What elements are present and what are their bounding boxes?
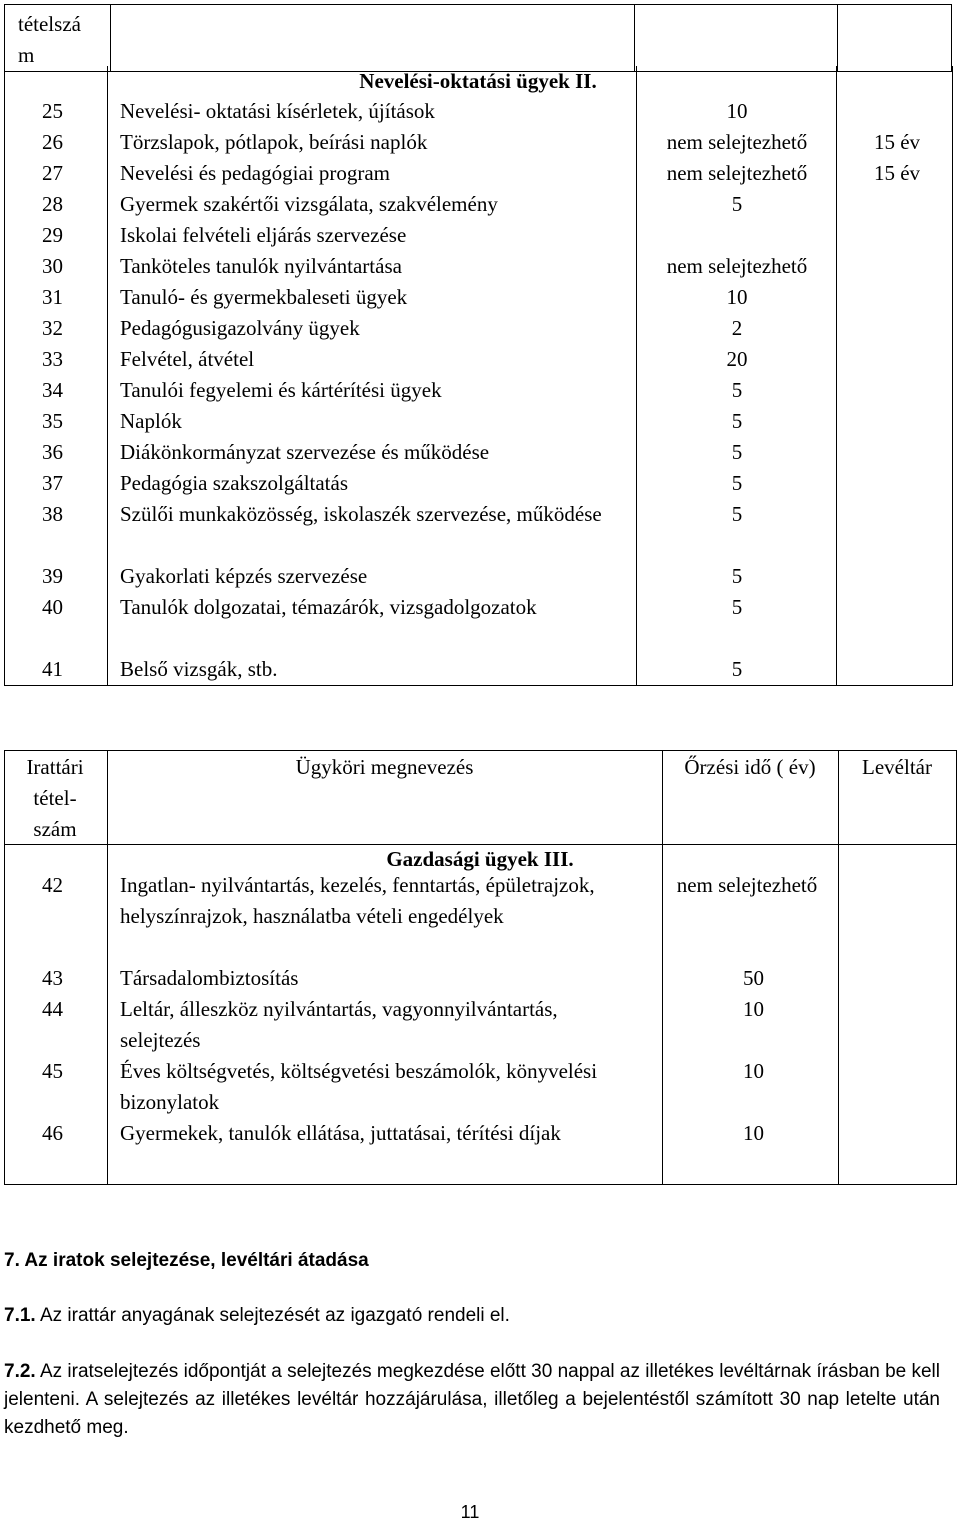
table-row: [4, 220, 952, 251]
table-row: [4, 406, 952, 437]
table-row: [4, 158, 952, 189]
item-name-cell: Ingatlan- nyilvántartás, kezelés, fenntartás, épületrajzok, helyszínrajzok, használatba vételi engedélyek: [120, 873, 595, 928]
item-name-cell: Iskolai felvételi eljárás szervezése: [120, 223, 407, 247]
section-title: Gazdasági ügyek III.: [386, 847, 574, 871]
header-cell-archive: [838, 5, 952, 72]
table-row: [4, 96, 952, 127]
item-name-cell: Gyakorlati képzés szervezése: [120, 564, 368, 588]
header-name: Ügyköri megnevezés: [295, 755, 474, 779]
header-cell-item-number: tételszá m: [5, 5, 111, 72]
item-number-cell: 41: [42, 657, 63, 681]
paragraph-number: 7.2.: [4, 1361, 36, 1382]
paragraph-7-2: [4, 1358, 940, 1442]
paragraph-text: Az irattár anyagának selejtezését az igazgató rendeli el.: [39, 1305, 510, 1326]
table-row: [4, 251, 952, 282]
table-row: [4, 313, 952, 344]
table-row: [4, 127, 952, 158]
item-name-cell: Pedagógusigazolvány ügyek: [120, 316, 360, 340]
table-row: [4, 1118, 956, 1180]
table-row: [4, 468, 952, 499]
retention-cell: 10: [743, 1121, 764, 1145]
retention-cell: 20: [726, 347, 748, 371]
archive-cell: 15 év: [873, 130, 921, 154]
table-row: [4, 375, 952, 406]
header-cell-name: [111, 5, 634, 72]
table-grid-line: [4, 685, 953, 686]
table-row: [4, 499, 952, 561]
retention-cell: 5: [731, 502, 743, 526]
paragraph-text: Az iratselejtezés időpontját a selejtezés megkezdése előtt 30 nappal az illetékes levéltárnak írásban be kell jelenteni. A selejtezés az illetékes levéltár hozzájárulása, illetőleg a bejelentéstől számított 30 nap letelte után kezdhető meg.: [4, 1361, 940, 1438]
paragraph-7-1: [4, 1305, 944, 1327]
retention-cell: nem selejtezhető: [666, 130, 808, 154]
item-number-cell: 28: [42, 192, 63, 216]
item-number-cell: 42: [42, 873, 63, 897]
page-number: 11: [460, 1502, 480, 1522]
header-item-number: Irattári tétel-szám: [26, 755, 84, 841]
table-grid-line: [952, 66, 953, 685]
item-number-cell: 43: [42, 966, 63, 990]
item-name-cell: Gyermekek, tanulók ellátása, juttatásai, térítési díjak: [120, 1121, 561, 1145]
table1-body: [4, 66, 952, 685]
item-number-cell: 38: [42, 502, 63, 526]
item-name-cell: Gyermek szakértői vizsgálata, szakvélemény: [120, 192, 498, 216]
item-name-cell: Tanulói fegyelemi és kártérítési ügyek: [120, 378, 442, 402]
item-number-cell: 32: [42, 316, 63, 340]
retention-cell: 10: [726, 99, 748, 123]
item-number-cell: 30: [42, 254, 63, 278]
item-name-cell: Belső vizsgák, stb.: [120, 657, 278, 681]
item-name-cell: Leltár, álleszköz nyilvántartás, vagyonnyilvántartás, selejtezés: [120, 997, 558, 1052]
item-number-cell: 34: [42, 378, 63, 402]
table-grid-line: [956, 750, 957, 1184]
retention-table-financial: [4, 750, 956, 1184]
item-number-cell: 40: [42, 595, 63, 619]
item-name-cell: Tanköteles tanulók nyilvántartása: [120, 254, 402, 278]
table-row: [4, 963, 956, 994]
section-title: Nevelési-oktatási ügyek II.: [359, 69, 597, 93]
item-number-cell: 39: [42, 564, 63, 588]
item-name-cell: Naplók: [120, 409, 182, 433]
retention-cell: 5: [731, 564, 743, 588]
retention-cell: 5: [731, 440, 743, 464]
item-number-cell: 44: [42, 997, 63, 1021]
retention-cell: 5: [731, 409, 743, 433]
retention-cell: 5: [731, 657, 743, 681]
header-cell-keep: [634, 5, 837, 72]
retention-cell: nem selejtezhető: [676, 873, 818, 897]
item-number-cell: 25: [42, 99, 63, 123]
item-name-cell: Diákönkormányzat szervezése és működése: [120, 440, 490, 464]
item-number-cell: 26: [42, 130, 63, 154]
item-name-cell: Tanuló- és gyermekbaleseti ügyek: [120, 285, 408, 309]
item-name-cell: Éves költségvetés, költségvetési beszámolók, könyvelési bizonylatok: [120, 1059, 598, 1114]
retention-table-educational: [4, 4, 952, 72]
archive-cell: 15 év: [873, 161, 921, 185]
table-row: [4, 437, 952, 468]
retention-cell: 5: [731, 595, 743, 619]
item-number-cell: 36: [42, 440, 63, 464]
retention-cell: 5: [731, 192, 743, 216]
table-grid-line: [4, 1184, 957, 1185]
table-row: [4, 870, 956, 963]
item-name-cell: Felvétel, átvétel: [120, 347, 255, 371]
item-number-cell: 31: [42, 285, 63, 309]
header-archive: Levéltár: [862, 755, 932, 779]
table-row: [4, 561, 952, 592]
item-name-cell: Szülői munkaközösség, iskolaszék szervezése, működése: [120, 502, 602, 526]
item-number-cell: 27: [42, 161, 63, 185]
item-name-cell: Tanulók dolgozatai, témazárók, vizsgadolgozatok: [120, 595, 537, 619]
table-row: [4, 994, 956, 1056]
item-name-cell: Pedagógia szakszolgáltatás: [120, 471, 349, 495]
retention-cell: 10: [743, 997, 764, 1021]
item-number-cell: 29: [42, 223, 63, 247]
item-number-cell: 35: [42, 409, 63, 433]
table-header-row: [5, 5, 952, 72]
table-row: [4, 344, 952, 375]
item-number-cell: 37: [42, 471, 63, 495]
retention-cell: 10: [743, 1059, 764, 1083]
item-number-cell: 45: [42, 1059, 63, 1083]
retention-cell: 5: [731, 378, 743, 402]
item-name-cell: Társadalombiztosítás: [120, 966, 299, 990]
item-name-cell: Nevelési- oktatási kísérletek, újítások: [120, 99, 435, 123]
retention-cell: 2: [731, 316, 743, 340]
table-grid-line: [4, 750, 957, 751]
table-row: [4, 189, 952, 220]
section-heading: 7. Az iratok selejtezése, levéltári átadása: [4, 1250, 369, 1271]
table-row: [4, 654, 952, 685]
item-number-cell: 46: [42, 1121, 63, 1145]
table-row: [4, 282, 952, 313]
paragraph-number: 7.1.: [4, 1305, 36, 1326]
retention-cell: nem selejtezhető: [666, 161, 808, 185]
item-name-cell: Nevelési és pedagógiai program: [120, 161, 390, 185]
item-name-cell: Törzslapok, pótlapok, beírási naplók: [120, 130, 428, 154]
table-row: [4, 592, 952, 654]
retention-cell: 10: [726, 285, 748, 309]
item-number-cell: 33: [42, 347, 63, 371]
retention-cell: nem selejtezhető: [666, 254, 808, 278]
table-row: [4, 1056, 956, 1118]
retention-cell: 5: [731, 471, 743, 495]
retention-cell: 50: [743, 966, 764, 990]
header-retention: Őrzési idő ( év): [684, 755, 816, 779]
